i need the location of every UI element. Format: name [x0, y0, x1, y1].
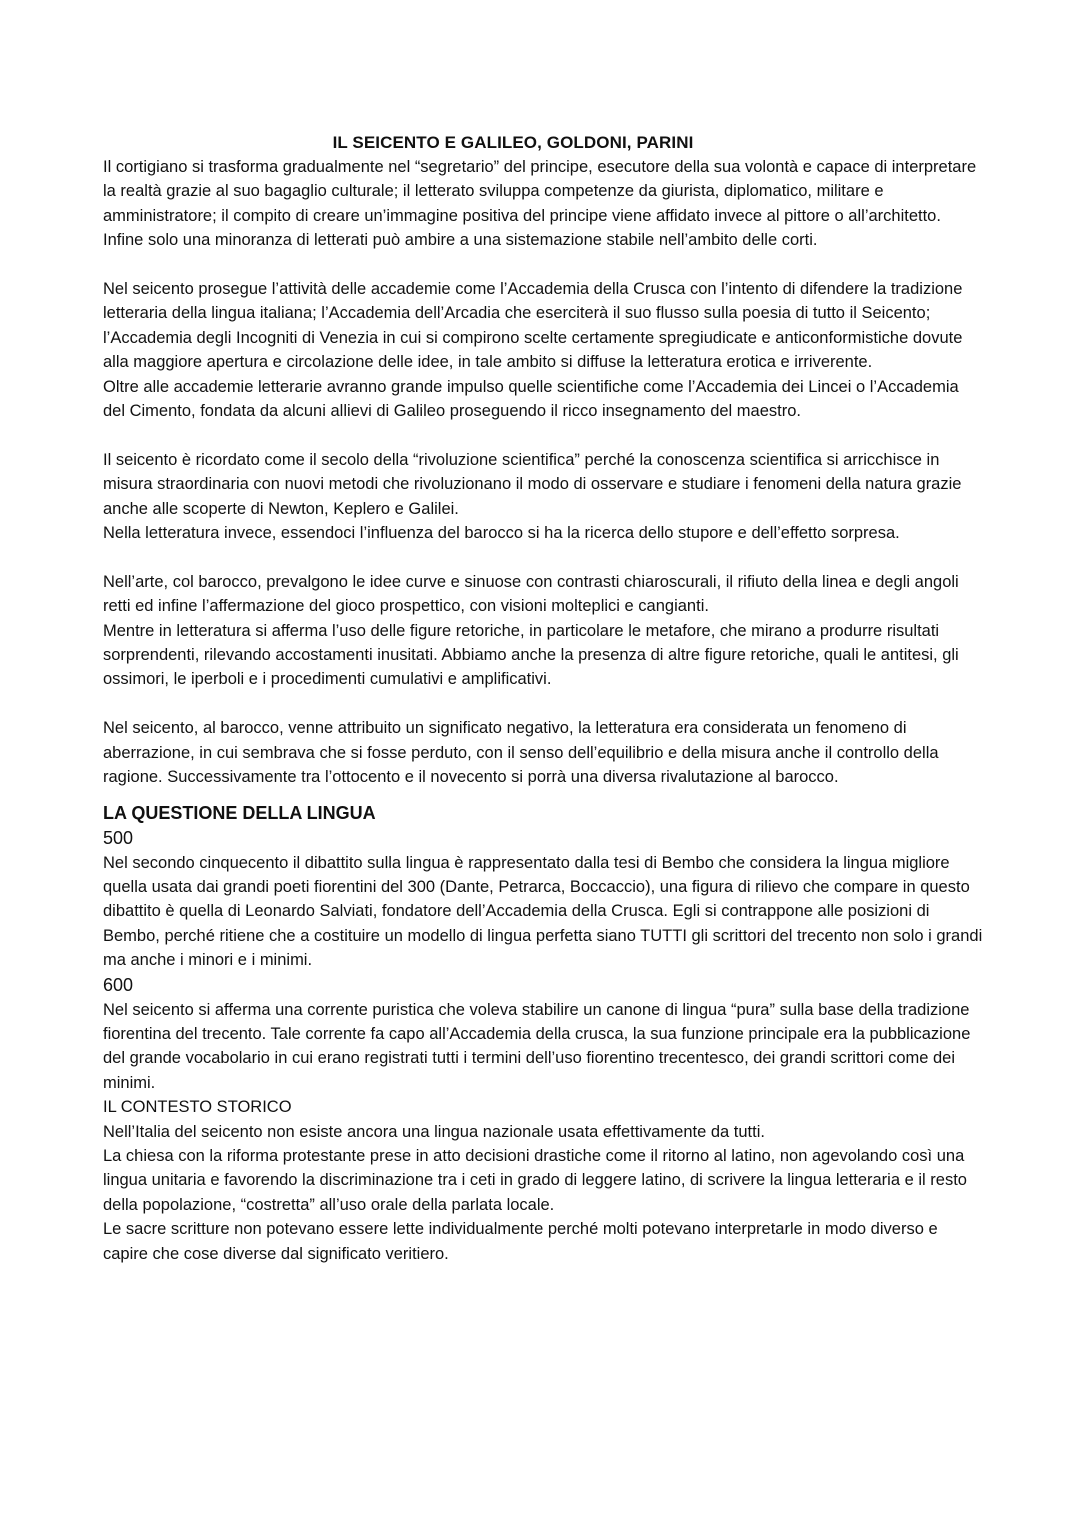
paragraph-gap — [103, 692, 983, 716]
paragraph-letteratura-barocco: Nella letteratura invece, essendoci l’influenza del barocco si ha la ricerca dello stupore e dell’effetto sorpresa. — [103, 524, 900, 543]
paragraph-gap — [103, 545, 983, 569]
paragraph-significato-negativo: Nel seicento, al barocco, venne attribuito un significato negativo, la letteratura era considerata un fenomeno di aberrazione, in cui sembrava che si fosse perduto, con il senso dell’equilibrio e della misura anche il controllo della ragione. Successivamente tra l’ottocento e il novecento si porrà una diversa rivalutazione al barocco. — [103, 719, 939, 787]
paragraph-cortigiano: Il cortigiano si trasforma gradualmente nel “segretario” del principe, esecutore della sua volontà e capace di interpretare la realtà grazie al suo bagaglio culturale; il letterato sviluppa competenze da giurista, diplomatico, militare e amministratore; il compito di creare un’immagine positiva del principe viene affidato invece al pittore o all’architetto. Infine solo una minoranza di letterati può ambire a una sistemazione stabile nell’ambito delle corti. — [103, 158, 977, 250]
document-page — [103, 131, 983, 1266]
paragraph-figure-retoriche: Mentre in letteratura si afferma l’uso delle figure retoriche, in particolare le metafore, che mirano a produrre risultati sorprendenti, rilevando accostamenti inusitati. Abbiamo anche la presenza di altre figure retoriche, quali le antitesi, gli ossimori, le iperboli e i procedimenti cumulativi e amplificativi. — [103, 621, 959, 689]
paragraph-contesto-1: Nell’Italia del seicento non esiste ancora una lingua nazionale usata effettivamente da tutti. — [103, 1122, 765, 1141]
paragraph-contesto-3: Le sacre scritture non potevano essere lette individualmente perché molti potevano interpretarle in modo diverso e capire che cose diverse dal significato veritiero. — [103, 1220, 938, 1263]
paragraph-seicento-puristica: Nel seicento si afferma una corrente puristica che voleva stabilire un canone di lingua “pura” sulla base della tradizione fiorentina del trecento. Tale corrente fa capo all’Accademia della crusca, la sua funzione principale era la pubblicazione del grande vocabolario in cui erano registrati tutti i termini dell’uso fiorentino trecentesco, dei grandi scrittori come dei minimi. — [103, 1000, 971, 1092]
paragraph-arte-barocco: Nell’arte, col barocco, prevalgono le idee curve e sinuose con contrasti chiaroscurali, il rifiuto della linea e degli angoli retti ed infine l’affermazione del gioco prospettico, con visioni molteplici e cangianti. — [103, 572, 959, 616]
paragraph-accademie: Nel seicento prosegue l’attività delle accademie come l’Accademia della Crusca con l’intento di difendere la tradizione letteraria della lingua italiana; l’Accademia dell’Arcadia che eserciterà il suo flusso sulla poesia di tutto il Seicento; l’Accademia degli Incogniti di Venezia in cui si compirono scelte certamente spregiudicate e anticonformistiche dovute alla maggiore apertura e circolazione delle idee, in tale ambito si diffuse la letteratura erotica e irriverente. — [103, 280, 963, 372]
paragraph-accademie-scientifiche: Oltre alle accademie letterarie avranno grande impulso quelle scientifiche come l’Accademia dei Lincei o l’Accademia del Cimento, fondata da alcuni allievi di Galileo proseguendo il ricco insegnamento del maestro. — [103, 377, 959, 421]
paragraph-contesto-2: La chiesa con la riforma protestante prese in atto decisioni drastiche come il ritorno al latino, non agevolando così una lingua unitaria e favorendo la discriminazione tra i ceti in grado di leggere latino, di scrivere la lingua letteraria e il resto della popolazione, “costretta” all’uso orale della parlata locale. — [103, 1146, 967, 1214]
document-title: IL SEICENTO E GALILEO, GOLDONI, PARINI — [332, 133, 694, 152]
paragraph-rivoluzione-scientifica: Il seicento è ricordato come il secolo della “rivoluzione scientifica” perché la conoscenza scientifica si arricchisce in misura straordinaria con nuovi metodi che rivoluzionano il modo di osservare e studiare i fenomeni della natura grazie anche alle scoperte di Newton, Keplero e Galilei. — [103, 450, 962, 518]
section-heading-lingua: LA QUESTIONE DELLA LINGUA — [103, 802, 376, 823]
subheading-600: 600 — [103, 974, 134, 995]
subheading-500: 500 — [103, 827, 134, 848]
paragraph-gap — [103, 253, 983, 277]
paragraph-cinquecento: Nel secondo cinquecento il dibattito sulla lingua è rappresentato dalla tesi di Bembo che considera la lingua migliore quella usata dai grandi poeti fiorentini del 300 (Dante, Petrarca, Boccaccio), una figura di rilievo che compare in questo dibattito è quella di Leonardo Salviati, fondatore dell’Accademia della Crusca. Egli si contrappone alle posizioni di Bembo, perché ritiene che a costituire un modello di lingua perfetta siano TUTTI gli scrittori del trecento non solo i grandi ma anche i minori e i minimi. — [103, 853, 983, 970]
subheading-contesto-storico: IL CONTESTO STORICO — [103, 1098, 292, 1117]
paragraph-gap — [103, 423, 983, 447]
